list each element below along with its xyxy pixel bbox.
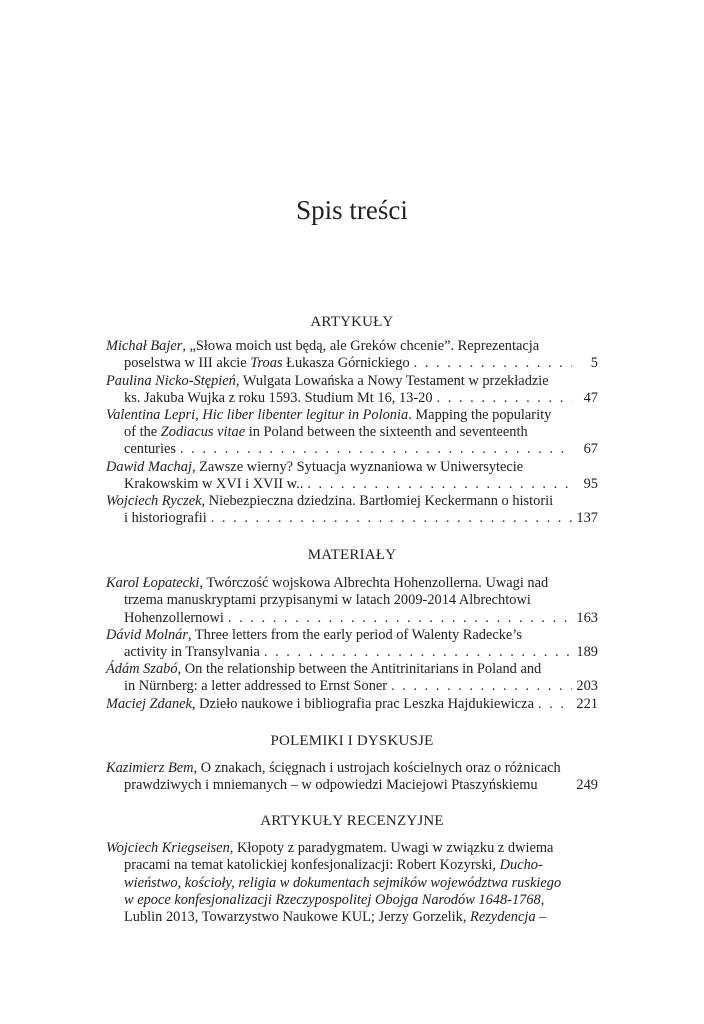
toc-section-recenzyjne — [106, 813, 598, 926]
page-number: 5 — [590, 355, 598, 372]
toc-section-artykuly — [106, 314, 598, 527]
entry-author: Ádám Szabó — [106, 661, 178, 678]
entry-author: Maciej Zdanek — [106, 695, 192, 712]
entry-author: Karol Łopatecki — [106, 575, 200, 592]
section-heading-artykuly: ARTYKUŁY — [310, 314, 394, 330]
dot-leader — [211, 510, 572, 527]
section-heading-recenzyjne: ARTYKUŁY RECENZYJNE — [260, 813, 444, 829]
toc-entry[interactable]: Wojciech Ryczek, Niebezpieczna dziedzina. Bartłomiej Keckermann o historii i historiografii . . . 137 — [106, 493, 598, 527]
dot-leader — [307, 476, 572, 493]
toc-entry[interactable]: Paulina Nicko-Stępień, Wulgata Lowańska a Nowy Testament w przekładzie ks. Jakuba Wujka z roku 1593. Studium Mt 16, 13-20 . . . 47 — [106, 373, 598, 407]
page-title: Spis treści — [296, 195, 408, 225]
toc-entry[interactable]: Dawid Machaj, Zawsze wierny? Sytuacja wyznaniowa w Uniwersytecie Krakowskim w XVI i XVII w.. . . . 95 — [106, 459, 598, 493]
toc-entry[interactable]: Michał Bajer, „Słowa moich ust będą, ale Greków chcenie”. Reprezentacja poselstwa w III akcie Troas Łukasza Górnickiego . . . 5 — [106, 338, 598, 372]
toc-section-polemiki — [106, 733, 598, 795]
section-heading-materialy: MATERIAŁY — [307, 547, 397, 563]
section-heading-polemiki: POLEMIKI I DYSKUSJE — [270, 733, 434, 749]
entry-author: Paulina Nicko-Stępień — [106, 372, 236, 389]
dot-leader — [391, 678, 572, 695]
dot-leader — [538, 696, 572, 713]
toc-entry[interactable]: Dávid Molnár, Three letters from the early period of Walenty Radecke’s activity in Transylvania . . . 189 — [106, 627, 598, 661]
dot-leader — [414, 355, 572, 372]
dot-leader — [228, 610, 572, 627]
toc-entry[interactable]: Valentina Lepri, Hic liber libenter legitur in Polonia. Mapping the popularity of the Zodiacus vitae in Poland between the sixteenth and seventeenth centuries . . . 67 — [106, 407, 598, 459]
page-number: 137 — [576, 510, 598, 527]
toc-entry[interactable]: Ádám Szabó, On the relationship between the Antitrinitarians in Poland and in Nürnberg: a letter addressed to Ernst Soner . . . 203 — [106, 661, 598, 695]
toc-entry[interactable]: Wojciech Kriegseisen, Kłopoty z paradygmatem. Uwagi w związku z dwiema pracami na temat katolickiej konfesjonalizacji: Robert Kozyrski, Ducho- wieństwo, kościoły, religia w dokumentach sejmików województwa ruskiego w epoce konfesjonalizacji Rzeczypospolitej Obojga Narodów 1648-1768, Lublin 2013, Towarzystwo Naukowe KUL; Jerzy Gorzelik, Rezydencja – — [106, 840, 562, 926]
toc-entry[interactable]: Kazimierz Bem, O znakach, ścięgnach i ustrojach kościelnych oraz o różnicach prawdziwych i mniemanych – w odpowiedzi Maciejowi Ptaszyńskiemu 249 — [106, 760, 598, 794]
page-number: 95 — [583, 475, 598, 492]
entry-author: Dávid Molnár — [106, 626, 188, 643]
toc-entry[interactable]: Maciej Zdanek, Dzieło naukowe i bibliografia prac Leszka Hajdukiewicza . . . 221 — [106, 696, 598, 713]
page-number: 163 — [576, 609, 598, 626]
entry-author: Michał Bajer — [106, 338, 183, 355]
dot-leader — [264, 644, 572, 661]
dot-leader — [180, 441, 572, 458]
entry-author: Kazimierz Bem — [106, 760, 194, 777]
entry-author: Wojciech Ryczek — [106, 493, 202, 510]
entry-author: Valentina Lepri — [106, 407, 196, 424]
entry-author: Wojciech Kriegseisen — [106, 840, 230, 857]
page-number: 189 — [576, 644, 598, 661]
page-number: 203 — [576, 678, 598, 695]
page-number: 67 — [583, 441, 598, 458]
page-number: 221 — [576, 695, 598, 712]
entry-author: Dawid Machaj — [106, 458, 192, 475]
page-number: 47 — [583, 389, 598, 406]
toc-section-materialy — [106, 547, 598, 713]
toc-entry[interactable]: Karol Łopatecki, Twórczość wojskowa Albrechta Hohenzollerna. Uwagi nad trzema manuskryptami przypisanymi w latach 2009-2014 Albrechtowi Hohenzollernowi . . . 163 — [106, 575, 598, 627]
page-number: 249 — [576, 777, 598, 794]
dot-leader — [437, 390, 572, 407]
